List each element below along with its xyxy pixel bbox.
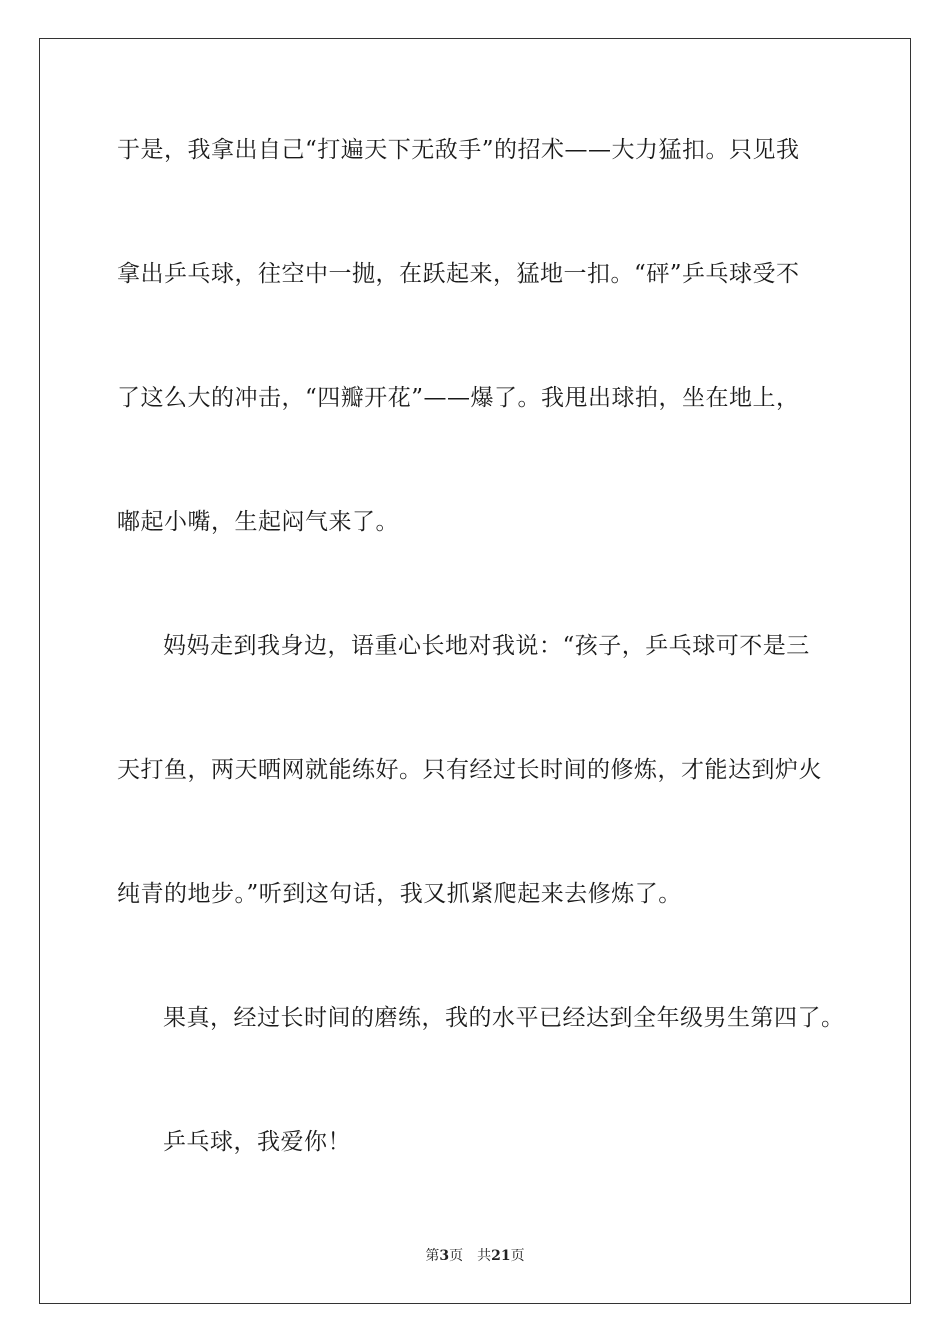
text-line-7: 纯青的地步。”听到这句话，我又抓紧爬起来去修炼了。 — [117, 881, 682, 907]
text-line-1: 于是，我拿出自己“打遍天下无敌手”的招术——大力猛扣。只见我 — [117, 137, 800, 163]
total-suffix: 页 — [510, 1248, 525, 1264]
page-border — [39, 38, 911, 1304]
text-line-6: 天打鱼，两天晒网就能练好。只有经过长时间的修炼，才能达到炉火 — [117, 757, 822, 783]
page-prefix: 第 — [425, 1248, 440, 1264]
page-suffix: 页 — [449, 1248, 464, 1264]
text-line-3: 了这么大的冲击，“四瓣开花”——爆了。我甩出球拍，坐在地上， — [117, 385, 800, 411]
page-number: 3 — [439, 1248, 450, 1264]
total-pages: 21 — [491, 1248, 511, 1264]
total-prefix: 共 — [477, 1248, 492, 1264]
page-footer — [0, 1247, 950, 1265]
text-line-9: 乒乓球，我爱你！ — [163, 1129, 351, 1155]
text-line-4: 嘟起小嘴，生起闷气来了。 — [117, 509, 399, 535]
text-line-2: 拿出乒乓球，往空中一抛，在跃起来，猛地一扣。“砰”乒乓球受不 — [117, 261, 800, 287]
text-line-8: 果真，经过长时间的磨练，我的水平已经达到全年级男生第四了。 — [163, 1005, 845, 1031]
text-line-5: 妈妈走到我身边，语重心长地对我说：“孩子，乒乓球可不是三 — [163, 633, 810, 659]
